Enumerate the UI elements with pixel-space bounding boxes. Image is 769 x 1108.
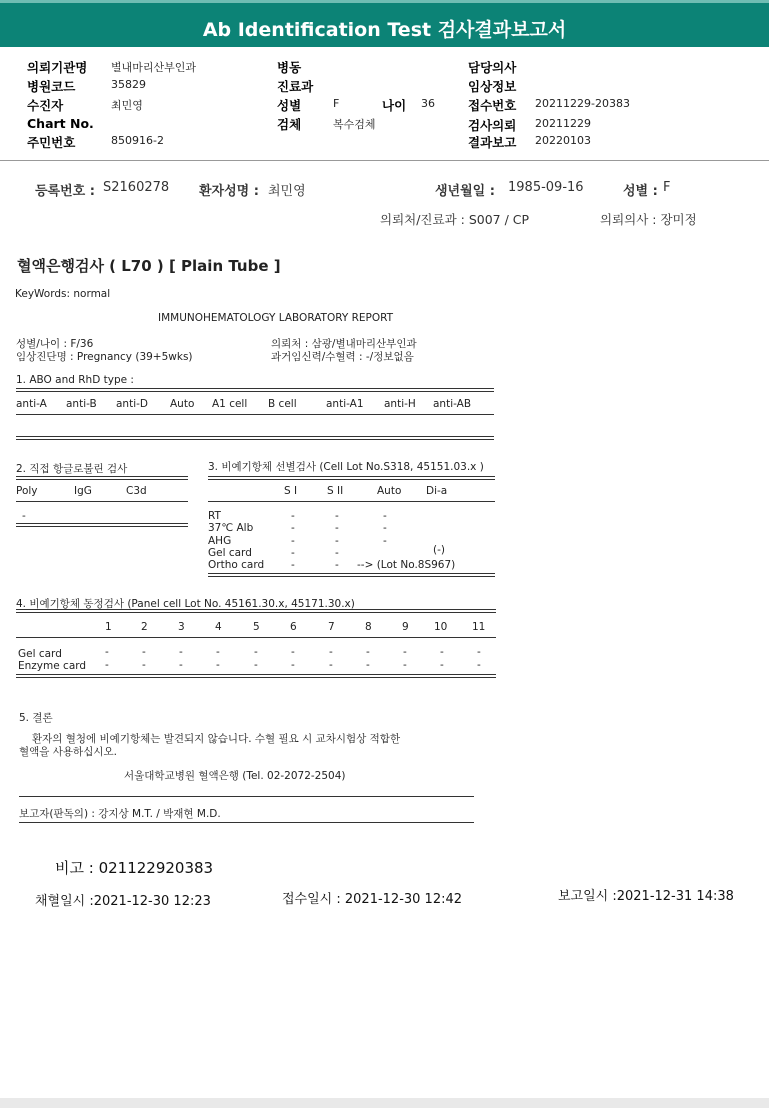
- conclusion-line-1: 환자의 혈청에 비예기항체는 발견되지 않습니다. 수혈 필요 시 교차시험상 적합한: [32, 733, 401, 745]
- panel-cell: -: [366, 659, 370, 671]
- panel-header: 2: [141, 621, 148, 633]
- panel-header: 3: [178, 621, 185, 633]
- institution-label: 의뢰기관명: [27, 60, 88, 75]
- collected-time: 채혈일시 :2021-12-30 12:23: [35, 894, 211, 909]
- screen-cell: -: [335, 510, 339, 522]
- screen-row-label: Gel card: [208, 547, 252, 559]
- clinical-info-label: 임상정보: [468, 79, 517, 94]
- dat-header-poly: Poly: [16, 485, 38, 497]
- screen-title: 3. 비예기항체 선별검사 (Cell Lot No.S318, 45151.03.x ): [208, 461, 484, 473]
- panel-cell: -: [329, 659, 333, 671]
- abo-header-anti-ab: anti-AB: [433, 398, 472, 410]
- panel-cell: -: [366, 646, 370, 658]
- panel-cell: -: [216, 659, 220, 671]
- dat-title: 2. 직접 항글로불린 검사: [16, 463, 128, 475]
- report-title: Ab Identification Test 검사결과보고서: [202, 19, 567, 41]
- abo-rule-bottom: [16, 436, 494, 440]
- sex-age: 성별/나이 : F/36: [16, 338, 94, 350]
- panel-cell: -: [179, 646, 183, 658]
- panel-header: 10: [434, 621, 448, 633]
- panel-rule-mid: [16, 637, 496, 638]
- screen-row-label: AHG: [208, 535, 232, 547]
- panel-cell: -: [403, 646, 407, 658]
- result-date-label: 결과보고: [468, 135, 517, 150]
- panel-cell: -: [440, 659, 444, 671]
- dat-header-c3d: C3d: [126, 485, 147, 497]
- screen-cell: -: [383, 535, 387, 547]
- dat-header-igg: IgG: [74, 485, 92, 497]
- screen-cell: -: [383, 510, 387, 522]
- screen-cell: -: [291, 510, 295, 522]
- panel-header: 7: [328, 621, 335, 633]
- sex-value: F: [333, 97, 340, 110]
- abo-header-anti-h: anti-H: [384, 398, 416, 410]
- panel-header: 5: [253, 621, 260, 633]
- screen-rule-top: [208, 476, 495, 480]
- request-date-label: 검사의뢰: [468, 118, 517, 133]
- hospital-code-label: 병원코드: [27, 79, 76, 94]
- birth-label: 생년월일 :: [435, 184, 495, 199]
- referring-doctor: 의뢰의사 : 장미정: [600, 212, 697, 227]
- section-title: 혈액은행검사 ( L70 ) [ Plain Tube ]: [17, 257, 281, 275]
- panel-cell: -: [254, 659, 258, 671]
- screen-cell: -: [383, 522, 387, 534]
- received-time: 접수일시 : 2021-12-30 12:42: [282, 892, 463, 907]
- screen-cell: -: [335, 559, 339, 571]
- panel-cell: -: [477, 646, 481, 658]
- screen-row-label: 37℃ Alb: [208, 522, 254, 534]
- patient-name-value: 최민영: [268, 184, 306, 199]
- reg-no-label: 등록번호 :: [35, 184, 95, 199]
- conclusion-title: 5. 결론: [19, 712, 53, 724]
- panel-cell: -: [105, 659, 109, 671]
- panel-cell: -: [477, 659, 481, 671]
- screen-cell: -: [291, 547, 295, 559]
- screen-cell: -: [335, 547, 339, 559]
- sex-label: 성별: [277, 98, 302, 113]
- panel-cell: -: [105, 646, 109, 658]
- referral-info: 의뢰처 : 삼광/별내마리산부인과: [271, 338, 417, 350]
- abo-rule-mid: [16, 414, 494, 415]
- keywords: KeyWords: normal: [15, 288, 111, 300]
- panel-cell: -: [142, 659, 146, 671]
- screen-cell: -: [291, 559, 295, 571]
- reporter-rule-top: [19, 796, 474, 797]
- panel-header: 8: [365, 621, 372, 633]
- receipt-no-label: 접수번호: [468, 98, 517, 113]
- panel-header: 4: [215, 621, 222, 633]
- screen-ortho-lot: --> (Lot No.8S967): [357, 559, 456, 571]
- note: 비고 : 021122920383: [55, 859, 214, 877]
- panel-rule-bottom: [16, 674, 496, 678]
- screen-rule-bottom: [208, 573, 495, 577]
- panel-cell: -: [291, 646, 295, 658]
- panel-header: 1: [105, 621, 112, 633]
- examinee-value: 최민영: [111, 99, 143, 112]
- hospital-code-value: 35829: [111, 78, 146, 91]
- abo-header-b-cell: B cell: [268, 398, 297, 410]
- panel-cell: -: [142, 646, 146, 658]
- panel-cell: -: [254, 646, 258, 658]
- patient-sex-value: F: [663, 180, 671, 195]
- request-date-value: 20211229: [535, 117, 591, 130]
- panel-header: 9: [402, 621, 409, 633]
- signature-org: 서울대학교병원 혈액은행 (Tel. 02-2072-2504): [124, 770, 346, 782]
- screen-cell: -: [291, 522, 295, 534]
- panel-cell: -: [216, 646, 220, 658]
- panel-row-label: Enzyme card: [18, 660, 87, 672]
- birth-value: 1985-09-16: [508, 180, 584, 195]
- referral-dept: 의뢰처/진료과 : S007 / CP: [380, 212, 530, 227]
- panel-title: 4. 비예기항체 동정검사 (Panel cell Lot No. 45161.30.x, 45171.30.x): [16, 598, 355, 610]
- age-value: 36: [421, 97, 435, 110]
- ward-label: 병동: [277, 60, 302, 75]
- specimen-value: 복수검체: [333, 118, 376, 131]
- header-divider: [0, 160, 769, 161]
- reported-time: 보고일시 :2021-12-31 14:38: [558, 889, 734, 904]
- result-date-value: 20220103: [535, 134, 591, 147]
- reporter: 보고자(판독의) : 강지상 M.T. / 박재현 M.D.: [19, 808, 221, 820]
- abo-header-anti-b: anti-B: [66, 398, 97, 410]
- abo-header-anti-d: anti-D: [116, 398, 148, 410]
- patient-name-label: 환자성명 :: [199, 184, 259, 199]
- resident-no-value: 850916-2: [111, 134, 164, 147]
- panel-cell: -: [440, 646, 444, 658]
- screen-header-s1: S I: [284, 485, 298, 497]
- abo-rule-top: [16, 388, 494, 392]
- screen-header-auto: Auto: [377, 485, 402, 497]
- panel-row-label: Gel card: [18, 648, 62, 660]
- panel-cell: -: [291, 659, 295, 671]
- panel-rule-top: [16, 609, 496, 613]
- screen-cell: -: [335, 535, 339, 547]
- reporter-rule-bottom: [19, 822, 474, 823]
- panel-header: 11: [472, 621, 486, 633]
- reg-no-value: S2160278: [103, 180, 170, 195]
- bottom-strip: [0, 1098, 769, 1108]
- institution-value: 별내마리산부인과: [111, 61, 197, 74]
- panel-cell: -: [179, 659, 183, 671]
- panel-cell: -: [329, 646, 333, 658]
- lab-report-title: IMMUNOHEMATOLOGY LABORATORY REPORT: [158, 312, 394, 324]
- patient-sex-label: 성별 :: [623, 184, 658, 199]
- history-info: 과거임신력/수혈력 : -/정보없음: [271, 351, 414, 363]
- dat-rule-top: [16, 476, 188, 480]
- abo-title: 1. ABO and RhD type :: [16, 374, 134, 386]
- screen-header-s2: S II: [327, 485, 344, 497]
- doctor-label: 담당의사: [468, 60, 517, 75]
- panel-header: 6: [290, 621, 297, 633]
- resident-no-label: 주민번호: [27, 135, 76, 150]
- screen-rule-mid: [208, 501, 495, 502]
- abo-header-auto: Auto: [170, 398, 195, 410]
- conclusion-line-2: 혈액을 사용하십시오.: [19, 746, 117, 758]
- dept-label: 진료과: [277, 79, 314, 94]
- receipt-no-value: 20211229-20383: [535, 97, 630, 110]
- screen-row-label: Ortho card: [208, 559, 265, 571]
- clinical-diagnosis: 임상진단명 : Pregnancy (39+5wks): [16, 351, 193, 363]
- abo-header-anti-a1: anti-A1: [326, 398, 364, 410]
- abo-header-a1-cell: A1 cell: [212, 398, 248, 410]
- dat-rule-bottom: [16, 523, 188, 527]
- examinee-label: 수진자: [27, 98, 64, 113]
- screen-header-di-a: Di-a: [426, 485, 448, 497]
- chart-no-label: Chart No.: [27, 116, 94, 131]
- dat-rule-mid: [16, 501, 188, 502]
- screen-cell: -: [291, 535, 295, 547]
- panel-cell: -: [403, 659, 407, 671]
- screen-row-label: RT: [208, 510, 221, 522]
- specimen-label: 검체: [277, 117, 302, 132]
- abo-header-anti-a: anti-A: [16, 398, 47, 410]
- screen-gel-di-a: (-): [433, 544, 445, 556]
- dat-value: -: [22, 510, 26, 522]
- age-label: 나이: [382, 98, 407, 113]
- title-bar: [0, 0, 769, 47]
- screen-cell: -: [335, 522, 339, 534]
